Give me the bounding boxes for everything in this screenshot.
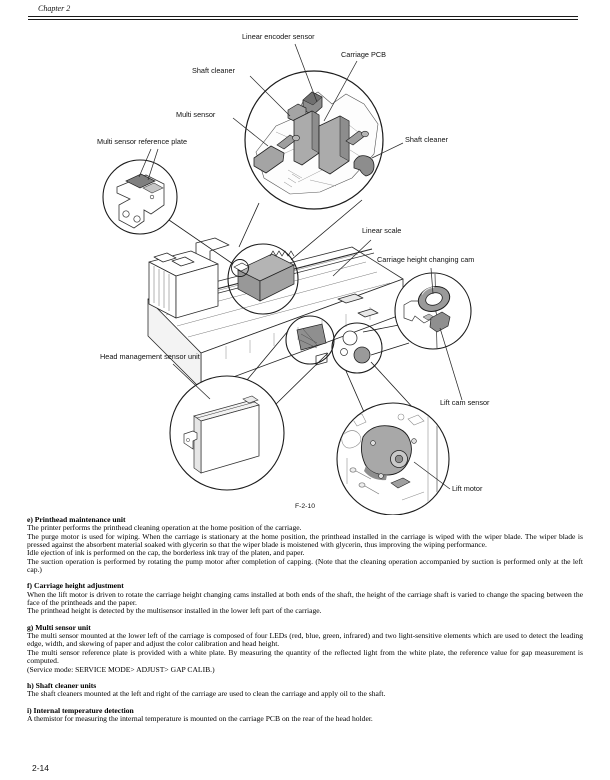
section-paragraph: The suction operation is performed by rotating the pump motor after completion of capping. (Note that the cleaning operation accompanied by suction is performed only at the left cap.) — [27, 556, 583, 575]
lift-motor-part — [361, 426, 411, 475]
section-heading: g) Multi sensor unit — [27, 622, 91, 632]
section-paragraph: A themistor for measuring the internal temperature is mounted on the carriage PCB on the rear of the head holder. — [27, 713, 373, 723]
section-printhead-maintenance-unit — [27, 516, 583, 574]
section-shaft-cleaner-units — [27, 682, 583, 699]
head-management-unit-callout — [170, 376, 284, 490]
section-paragraph: The printhead height is detected by the multisensor installed in the lower left part of the carriage. — [27, 606, 322, 616]
lift-motor-callout — [337, 403, 449, 515]
section-heading: i) Internal temperature detection — [27, 705, 134, 715]
section-paragraph: The purge motor is used for wiping. When the carriage is stationary at the home position, the printhead installed in the carriage is wiped with the wiper blade. The wiper blade is pressed against the absorbent material soaked with glycerin so that the wiper blade is moistened with glycerin, thus improving the wiping performance. — [27, 531, 583, 550]
label-linear-encoder-sensor: Linear encoder sensor — [242, 32, 315, 41]
figure-caption: F-2-10 — [294, 503, 316, 510]
section-heading: f) Carriage height adjustment — [27, 581, 124, 591]
section-paragraph: The multi sensor mounted at the lower left of the carriage is composed of four LEDs (red, blue, green, infrared) and two light-sensitive elements which are used to detect the leading edge, width, and skewing of paper and adjust the color calibration and head height. — [27, 631, 583, 649]
section-heading: h) Shaft cleaner units — [27, 680, 97, 690]
section-multi-sensor-unit — [27, 624, 583, 674]
section-paragraph: Idle ejection of ink is performed on the cap, the borderless ink tray of the platen, and paper. — [27, 548, 305, 558]
section-paragraph: When the lift motor is driven to rotate the carriage height changing cams installed at both ends of the shaft, the height of the carriage shaft is varied to change the spacing between the face of the printheads and the paper. — [27, 589, 583, 608]
section-paragraph: The printer performs the printhead cleaning operation at the home position of the carriage. — [27, 523, 302, 533]
label-lift-cam-sensor: Lift cam sensor — [440, 398, 490, 407]
label-shaft-cleaner-left: Shaft cleaner — [192, 66, 235, 75]
label-multi-sensor: Multi sensor — [176, 110, 216, 119]
label-multi-sensor-reference-plate: Multi sensor reference plate — [97, 137, 188, 146]
section-carriage-height-adjustment — [27, 582, 583, 615]
height-cam-callout — [395, 273, 471, 349]
page-number: 2-14 — [32, 763, 50, 773]
section-paragraph: (Service mode: SERVICE MODE> ADJUST> GAP CALIB.) — [27, 664, 215, 674]
body-text — [27, 516, 583, 731]
section-paragraph: The multi sensor reference plate is provided with a white plate. By measuring the quantity of the reflected light from the white plate, the reference value for gap measurement is computed. — [27, 647, 583, 666]
label-lift-motor: Lift motor — [452, 484, 483, 493]
label-carriage-pcb: Carriage PCB — [341, 50, 387, 59]
section-internal-temperature-detection — [27, 707, 583, 724]
section-paragraph: The shaft cleaners mounted at the left and right of the carriage are used to clean the carriage and apply oil to the shaft. — [27, 689, 386, 699]
reference-plate-callout — [103, 160, 177, 234]
label-head-management-sensor-unit: Head management sensor unit — [100, 352, 200, 361]
label-shaft-cleaner-right: Shaft cleaner — [405, 135, 448, 144]
label-linear-scale: Linear scale — [362, 226, 402, 235]
label-carriage-height-changing-cam: Carriage height changing cam — [377, 255, 475, 264]
section-heading: e) Printhead maintenance unit — [27, 515, 126, 524]
running-header: Chapter 2 — [38, 4, 71, 13]
